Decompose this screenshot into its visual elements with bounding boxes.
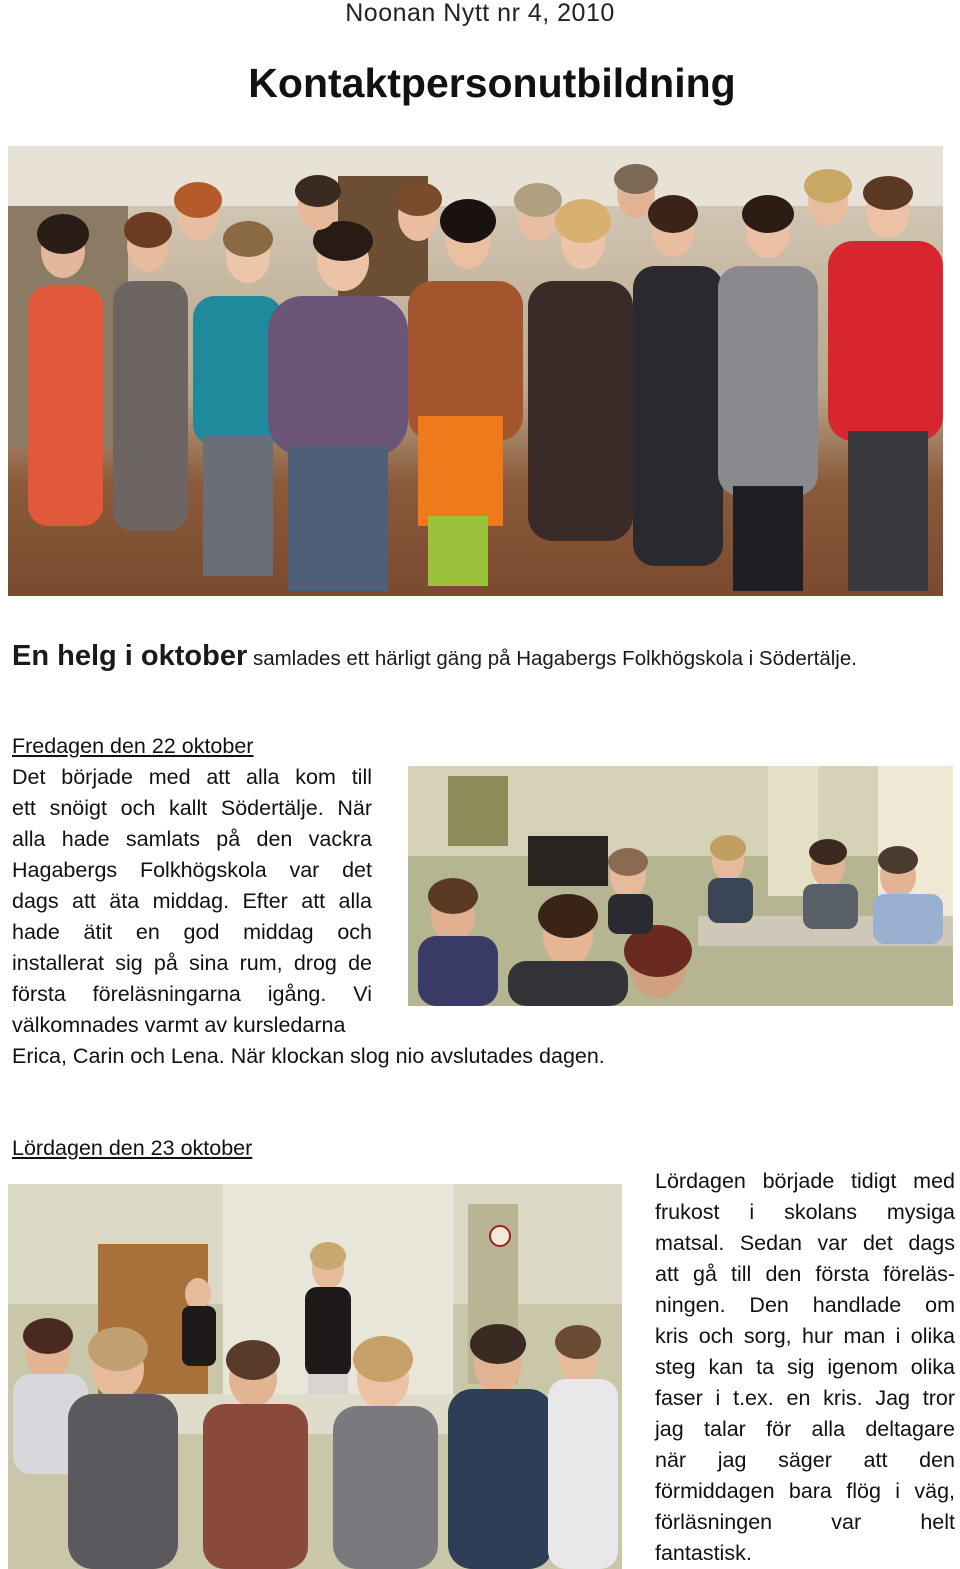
saturday-line: jag talar för alla deltagare — [655, 1417, 955, 1441]
saturday-line: Lördagen började tidigt med — [655, 1169, 955, 1193]
friday-text — [12, 762, 605, 1072]
friday-line: hade ätit en god middag och — [12, 920, 372, 944]
lead-emphasis: En helg i oktober — [12, 640, 248, 672]
seminar-photo — [8, 1184, 622, 1569]
saturday-line: kris och sorg, hur man i olika — [655, 1324, 955, 1348]
friday-line: alla hade samlats på den vackra — [12, 827, 372, 851]
saturday-line: fantastisk. — [655, 1541, 752, 1565]
lead-paragraph — [12, 638, 857, 677]
saturday-line: steg kan ta sig igenom olika — [655, 1355, 955, 1379]
friday-line: första föreläsningarna igång. Vi — [12, 982, 372, 1006]
friday-line: välkomnades varmt av kursledarna — [12, 1013, 346, 1037]
friday-line: ett snöigt och kallt Södertälje. När — [12, 796, 372, 820]
saturday-line: att gå till den första föreläs- — [655, 1262, 955, 1286]
saturday-line: ningen. Den handlade om — [655, 1293, 955, 1317]
friday-line: installerat sig på sina rum, drog de — [12, 951, 372, 975]
saturday-line: förläsningen var helt — [655, 1510, 955, 1534]
saturday-heading: Lördagen den 23 oktober — [12, 1136, 253, 1160]
lecture-photo — [408, 766, 953, 1006]
saturday-text — [655, 1166, 955, 1569]
saturday-line: när jag säger att den — [655, 1448, 955, 1472]
friday-line: dags att äta middag. Efter att alla — [12, 889, 372, 913]
newsletter-header: Noonan Nytt nr 4, 2010 — [345, 0, 615, 27]
friday-heading: Fredagen den 22 oktober — [12, 734, 254, 758]
article-title: Kontaktpersonutbildning — [248, 60, 736, 106]
group-photo — [8, 146, 943, 596]
saturday-line: faser i t.ex. en kris. Jag tror — [655, 1386, 955, 1410]
saturday-line: förmiddagen bara flög i väg, — [655, 1479, 955, 1503]
saturday-line: frukost i skolans mysiga — [655, 1200, 955, 1224]
friday-line: Erica, Carin och Lena. När klockan slog nio avslutades dagen. — [12, 1044, 605, 1068]
saturday-line: matsal. Sedan var det dags — [655, 1231, 955, 1255]
friday-line: Hagabergs Folkhögskola var det — [12, 858, 372, 882]
lead-text: samlades ett härligt gäng på Hagabergs Folkhögskola i Södertälje. — [252, 647, 857, 670]
friday-line: Det började med att alla kom till — [12, 765, 372, 789]
